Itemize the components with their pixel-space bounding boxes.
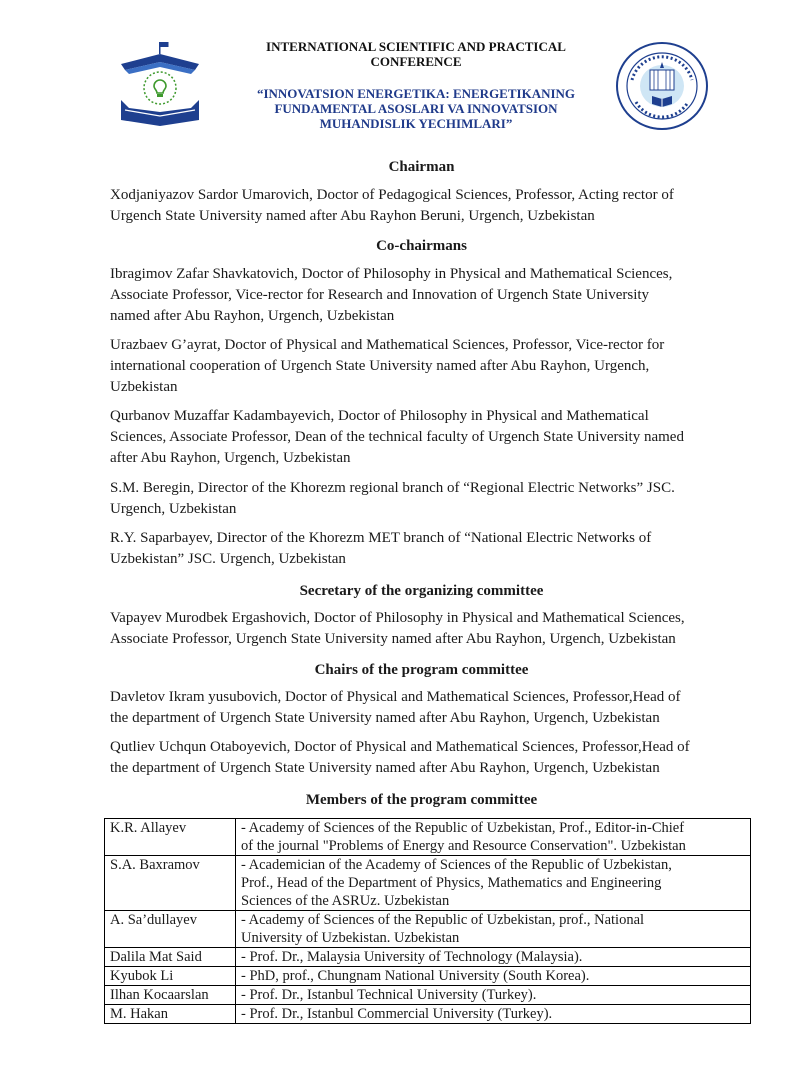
- secretary-paragraph: [110, 608, 733, 650]
- member-name: S.A. Baxramov: [105, 856, 236, 911]
- text-line: international cooperation of Urgench State University named after Abu Rayhon, Urgench,: [110, 358, 650, 374]
- member-affiliation: [236, 911, 751, 948]
- conference-theme: [225, 86, 607, 131]
- text-line: Urazbaev G’ayrat, Doctor of Physical and Mathematical Sciences, Professor, Vice-rector for: [110, 337, 665, 353]
- text-line: Qutliev Uchqun Otaboyevich, Doctor of Physical and Mathematical Sciences, Professor,Head of: [110, 739, 690, 755]
- table-row: [105, 967, 751, 986]
- table-row: [105, 986, 751, 1005]
- text-line: Uzbekistan: [110, 379, 178, 395]
- table-row: [105, 819, 751, 856]
- section-heading-members: Members of the program committee: [305, 792, 538, 808]
- text-line: - Prof. Dr., Malaysia University of Technology (Malaysia).: [241, 949, 583, 965]
- table-row: [105, 856, 751, 911]
- text-line: Sciences of the ASRUz. Uzbekistan: [241, 893, 450, 909]
- program-chair-paragraph: [110, 737, 733, 779]
- conference-theme-line: MUHANDISLIK YECHIMLARI”: [319, 116, 513, 131]
- text-line: Ibragimov Zafar Shavkatovich, Doctor of Philosophy in Physical and Mathematical Sciences,: [110, 266, 673, 282]
- member-name: M. Hakan: [105, 1005, 236, 1024]
- member-affiliation: [236, 986, 751, 1005]
- text-line: - PhD, prof., Chungnam National University (South Korea).: [241, 968, 590, 984]
- section-heading-cochairs: Co-chairmans: [376, 238, 467, 254]
- members-table: [104, 818, 751, 1024]
- text-line: Xodjaniyazov Sardor Umarovich, Doctor of Pedagogical Sciences, Professor, Acting rector of: [110, 187, 674, 203]
- text-line: - Academician of the Academy of Sciences of the Republic of Uzbekistan,: [241, 857, 672, 873]
- table-row: [105, 911, 751, 948]
- text-line: the department of Urgench State University named after Abu Rayhon, Urgench, Uzbekistan: [110, 760, 660, 776]
- text-line: Vapayev Murodbek Ergashovich, Doctor of Philosophy in Physical and Mathematical Sciences,: [110, 610, 685, 626]
- conference-title: [225, 39, 607, 69]
- member-affiliation: [236, 856, 751, 911]
- cochair-paragraph: [110, 528, 733, 570]
- member-affiliation: [236, 948, 751, 967]
- member-affiliation: [236, 819, 751, 856]
- member-name: Dalila Mat Said: [105, 948, 236, 967]
- ministry-logo-icon: [115, 40, 205, 128]
- text-line: Associate Professor, Vice-rector for Research and Innovation of Urgench State University: [110, 287, 650, 303]
- conference-title-line: INTERNATIONAL SCIENTIFIC AND PRACTICAL: [266, 39, 566, 54]
- text-line: the department of Urgench State University named after Abu Rayhon, Urgench, Uzbekistan: [110, 710, 660, 726]
- conference-theme-line: “INNOVATSION ENERGETIKA: ENERGETIKANING: [256, 86, 576, 101]
- chairman-paragraph: [110, 185, 733, 227]
- member-name: Ilhan Kocaarslan: [105, 986, 236, 1005]
- text-line: Urgench, Uzbekistan: [110, 501, 237, 517]
- text-line: S.M. Beregin, Director of the Khorezm regional branch of “Regional Electric Networks” JSC.: [110, 480, 675, 496]
- text-line: Qurbanov Muzaffar Kadambayevich, Doctor of Philosophy in Physical and Mathematical: [110, 408, 649, 424]
- text-line: Associate Professor, Urgench State University named after Abu Rayhon, Urgench, Uzbekistan: [110, 631, 676, 647]
- text-line: named after Abu Rayhon, Urgench, Uzbekistan: [110, 308, 395, 324]
- text-line: Prof., Head of the Department of Physics, Mathematics and Engineering: [241, 875, 662, 891]
- text-line: - Academy of Sciences of the Republic of Uzbekistan, Prof., Editor-in-Chief: [241, 820, 685, 836]
- text-line: Urgench State University named after Abu Rayhon Beruni, Urgench, Uzbekistan: [110, 208, 595, 224]
- table-row: [105, 1005, 751, 1024]
- cochair-paragraph: [110, 264, 733, 327]
- table-row: [105, 948, 751, 967]
- section-heading-program-chairs: Chairs of the program committee: [314, 662, 529, 678]
- text-line: - Prof. Dr., Istanbul Commercial University (Turkey).: [241, 1006, 553, 1022]
- program-chair-paragraph: [110, 687, 733, 729]
- member-name: A. Sa’dullayev: [105, 911, 236, 948]
- text-line: University of Uzbekistan. Uzbekistan: [241, 930, 460, 946]
- text-line: after Abu Rayhon, Urgench, Uzbekistan: [110, 450, 351, 466]
- text-line: - Prof. Dr., Istanbul Technical University (Turkey).: [241, 987, 537, 1003]
- conference-theme-line: FUNDAMENTAL ASOSLARI VA INNOVATSION: [274, 101, 558, 116]
- cochair-paragraph: [110, 406, 733, 469]
- member-name: Kyubok Li: [105, 967, 236, 986]
- text-line: - Academy of Sciences of the Republic of Uzbekistan, prof., National: [241, 912, 645, 928]
- text-line: R.Y. Saparbayev, Director of the Khorezm MET branch of “National Electric Networks of: [110, 530, 652, 546]
- conference-title-line: CONFERENCE: [370, 54, 462, 69]
- member-name: K.R. Allayev: [105, 819, 236, 856]
- text-line: of the journal "Problems of Energy and Resource Conservation". Uzbekistan: [241, 838, 686, 854]
- text-line: Uzbekistan” JSC. Urgench, Uzbekistan: [110, 551, 346, 567]
- text-line: Davletov Ikram yusubovich, Doctor of Physical and Mathematical Sciences, Professor,Head of: [110, 689, 681, 705]
- text-line: Sciences, Associate Professor, Dean of the technical faculty of Urgench State University named: [110, 429, 684, 445]
- university-seal-icon: [614, 40, 710, 132]
- section-heading-chairman: Chairman: [388, 159, 455, 175]
- member-affiliation: [236, 1005, 751, 1024]
- section-heading-secretary: Secretary of the organizing committee: [299, 583, 544, 599]
- member-affiliation: [236, 967, 751, 986]
- cochair-paragraph: [110, 478, 733, 520]
- cochair-paragraph: [110, 335, 733, 398]
